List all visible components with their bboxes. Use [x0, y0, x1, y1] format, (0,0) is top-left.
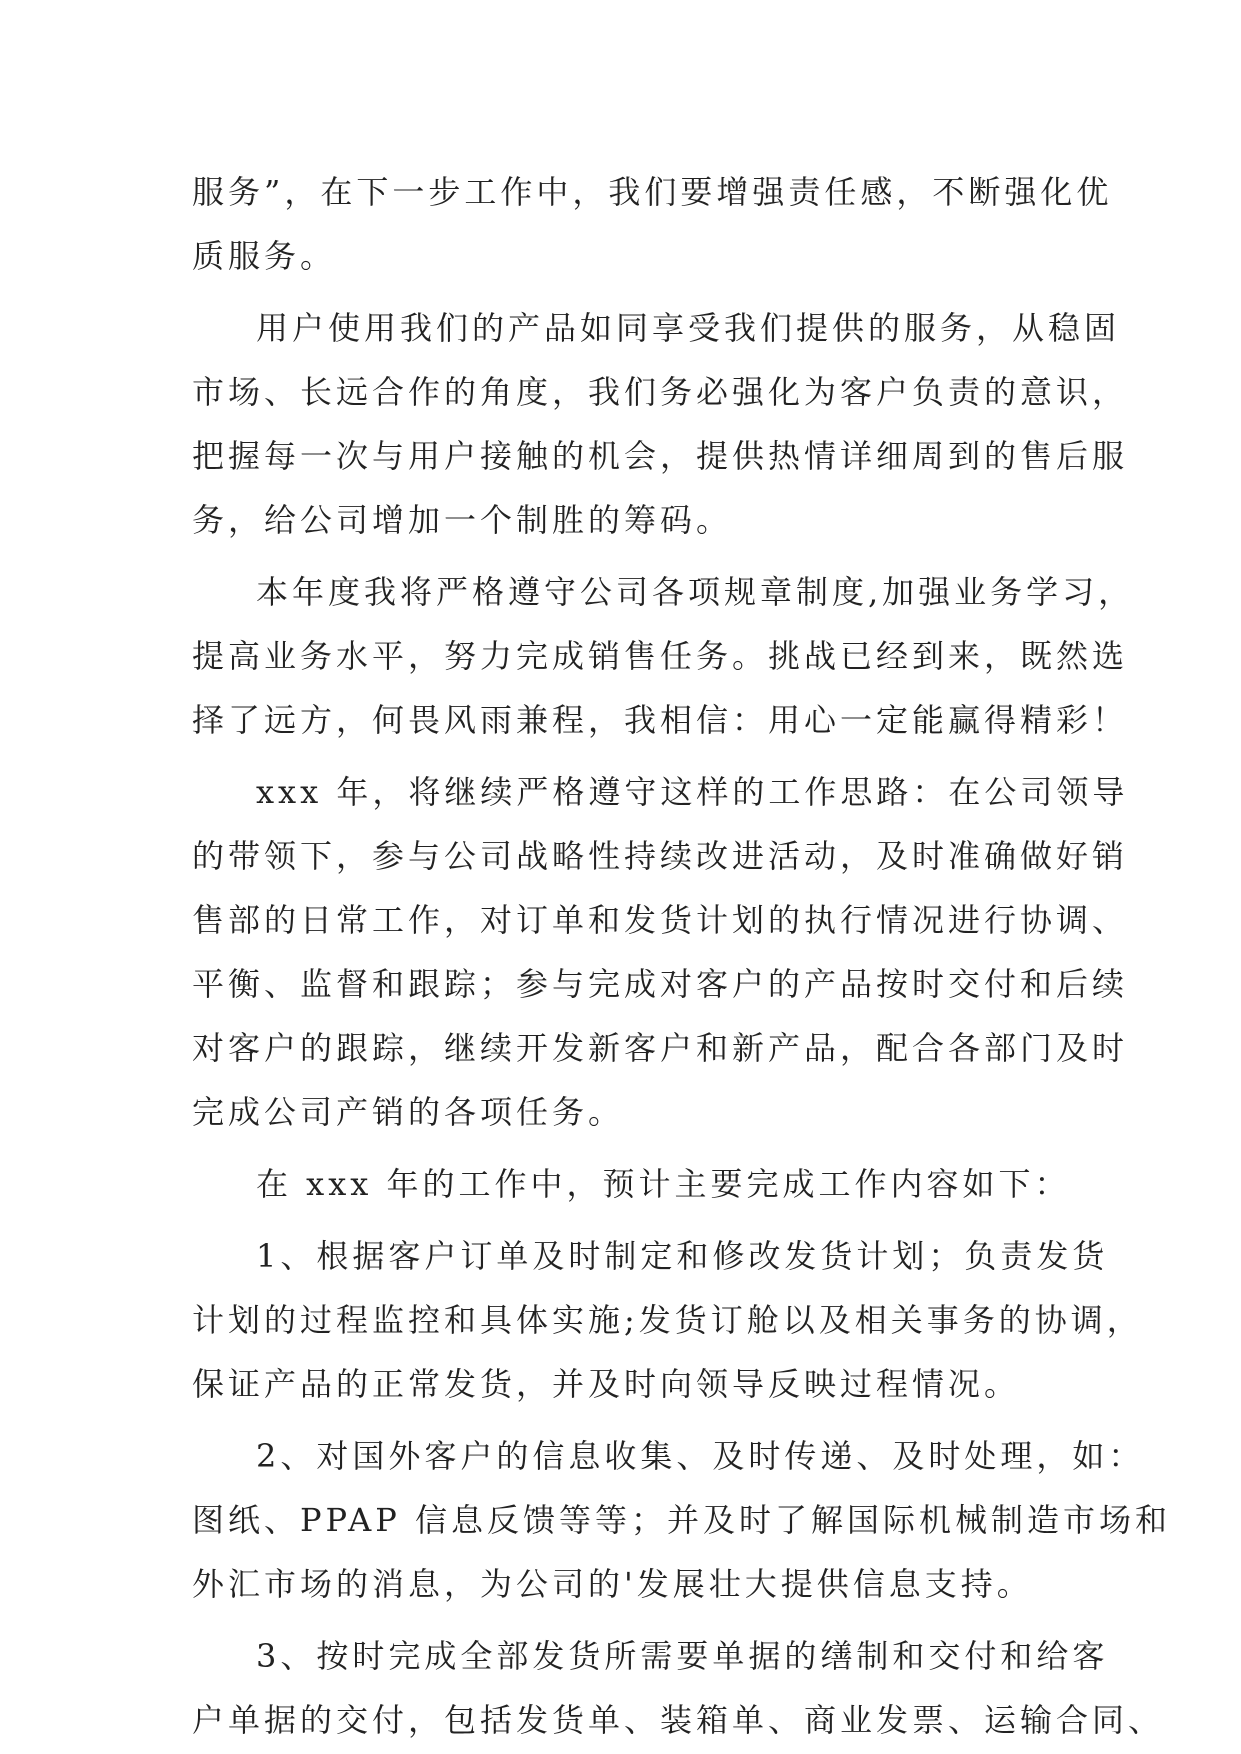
list-item-3-line: 3、按时完成全部发货所需要单据的缮制和交付和给客 [256, 1637, 1109, 1675]
paragraph-start-line: 在 xxx 年的工作中，预计主要完成工作内容如下： [256, 1165, 1071, 1203]
text-line: 售部的日常工作，对订单和发货计划的执行情况进行协调、 [192, 901, 1129, 939]
text-line: 质服务。 [192, 237, 337, 275]
paragraph-start-line: 用户使用我们的产品如同享受我们提供的服务，从稳固 [256, 309, 1121, 347]
text-line: 提高业务水平，努力完成销售任务。挑战已经到来，既然选 [192, 637, 1129, 675]
paragraph-start-line: xxx 年，将继续严格遵守这样的工作思路：在公司领导 [256, 773, 1129, 811]
text-line: 图纸、PPAP 信息反馈等等；并及时了解国际机械制造市场和 [192, 1501, 1171, 1539]
text-line: 服务”，在下一步工作中，我们要增强责任感，不断强化优 [192, 173, 1113, 211]
text-line: 完成公司产销的各项任务。 [192, 1093, 625, 1131]
text-line: 平衡、监督和跟踪；参与完成对客户的产品按时交付和后续 [192, 965, 1129, 1003]
text-line: 计划的过程监控和具体实施;发货订舱以及相关事务的协调， [192, 1301, 1143, 1339]
text-line: 保证产品的正常发货，并及时向领导反映过程情况。 [192, 1365, 1021, 1403]
text-line: 把握每一次与用户接触的机会，提供热情详细周到的售后服 [192, 437, 1129, 475]
list-item-2-line: 2、对国外客户的信息收集、及时传递、及时处理，如： [256, 1437, 1145, 1475]
text-line: 择了远方，何畏风雨兼程，我相信：用心一定能赢得精彩！ [192, 701, 1129, 739]
text-line: 的带领下，参与公司战略性持续改进活动，及时准确做好销 [192, 837, 1129, 875]
text-line: 户单据的交付，包括发货单、装箱单、商业发票、运输合同、 [192, 1701, 1165, 1739]
text-line: 外汇市场的消息，为公司的'发展壮大提供信息支持。 [192, 1565, 1033, 1603]
list-item-1-line: 1、根据客户订单及时制定和修改发货计划；负责发货 [256, 1237, 1109, 1275]
text-line: 市场、长远合作的角度，我们务必强化为客户负责的意识， [192, 373, 1129, 411]
body-text [192, 160, 1171, 1752]
text-line: 务，给公司增加一个制胜的筹码。 [192, 501, 733, 539]
text-line: 对客户的跟踪，继续开发新客户和新产品，配合各部门及时 [192, 1029, 1129, 1067]
paragraph-start-line: 本年度我将严格遵守公司各项规章制度,加强业务学习， [256, 573, 1135, 611]
